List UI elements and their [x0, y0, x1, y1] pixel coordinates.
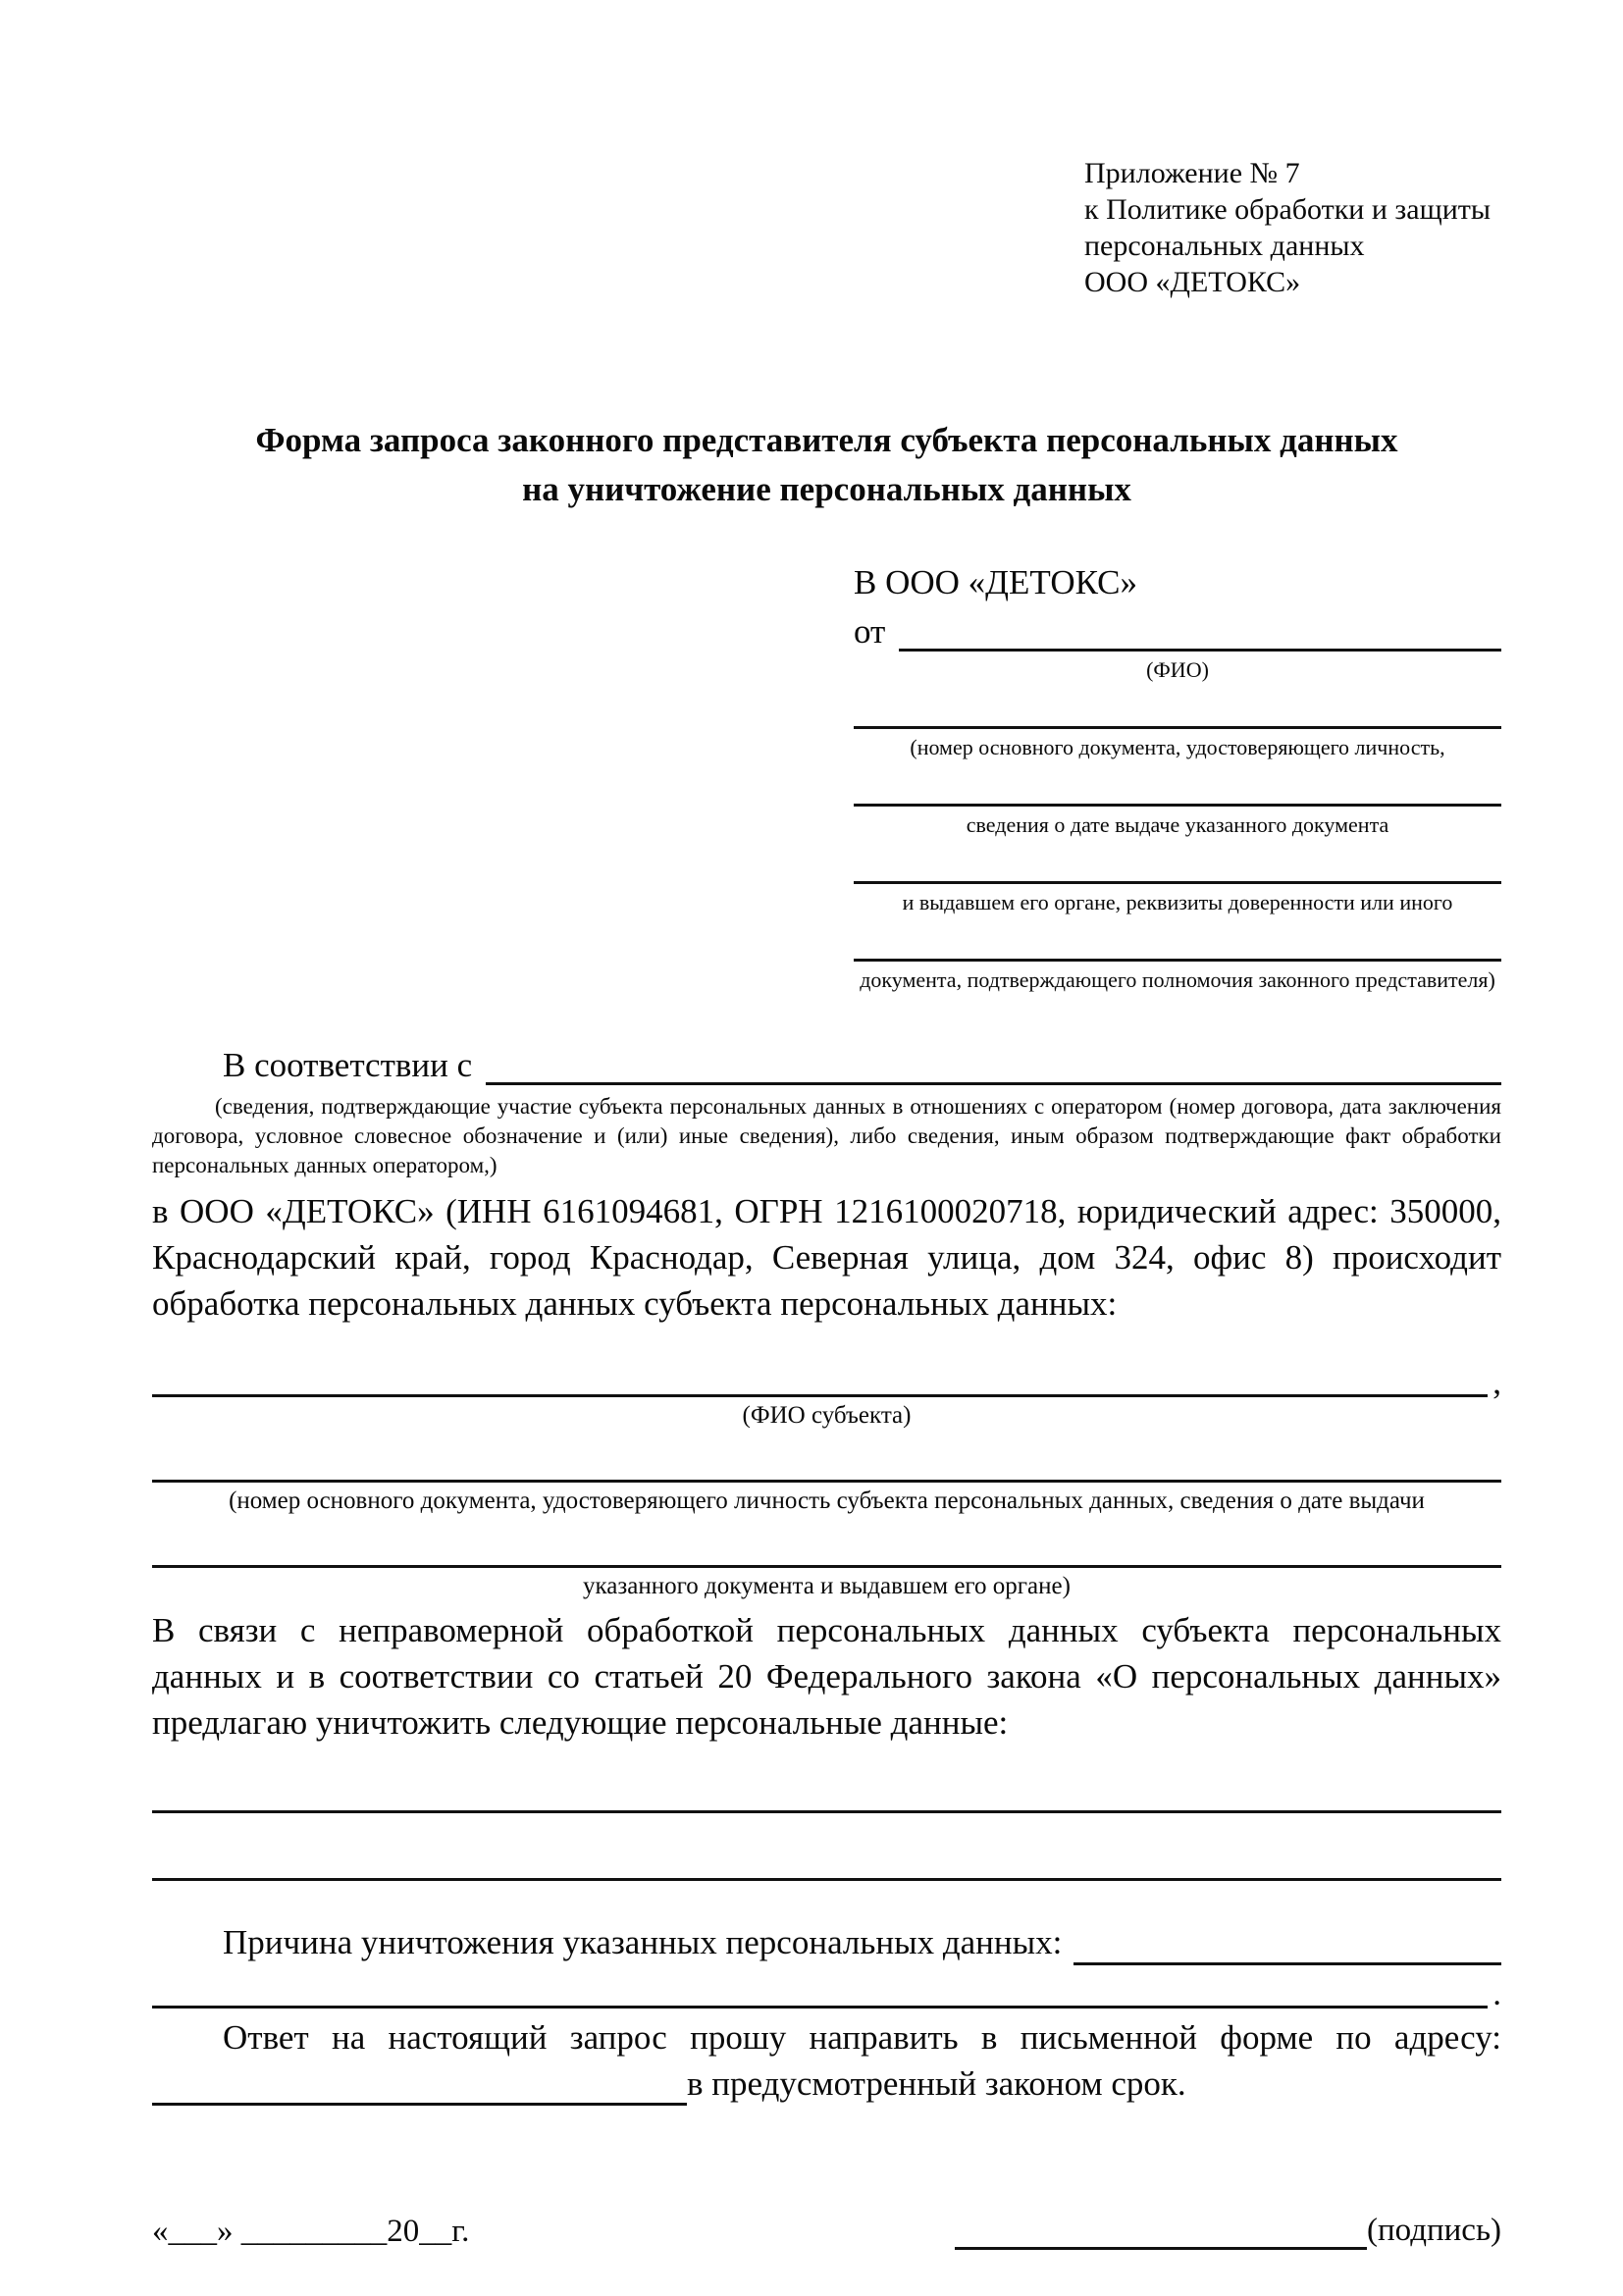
- from-label: от: [854, 612, 886, 651]
- request-paragraph: В связи с неправомерной обработкой персональных данных субъекта персональных данных и в соответствии со статьей 20 Федерального закона «О персональных данных» предлагаю уничтожить следующие персональные данные:: [152, 1611, 1501, 1742]
- from-row: [854, 604, 1501, 652]
- reason-blank-line-1[interactable]: [1073, 1962, 1501, 1965]
- subject-document-caption-2: указанного документа и выдавшем его органе): [583, 1573, 1071, 1599]
- signature-blank-line[interactable]: [955, 2208, 1367, 2250]
- document-title-line1: Форма запроса законного представителя субъекта персональных данных: [255, 421, 1398, 459]
- subject-fio-comma: ,: [1492, 1363, 1501, 1401]
- subject-document-blank-line-2[interactable]: [152, 1514, 1501, 1568]
- subject-document-blank-line-1[interactable]: [152, 1429, 1501, 1483]
- addressee-company: В ООО «ДЕТОКС»: [854, 563, 1137, 601]
- appendix-note-line3: персональных данных: [1084, 230, 1365, 262]
- reason-label: Причина уничтожения указанных персональных данных:: [223, 1923, 1063, 1961]
- operator-paragraph: в ООО «ДЕТОКС» (ИНН 6161094681, ОГРН 1216100020718, юридический адрес: 350000, Краснодарский край, город Краснодар, Северная улица, дом 324, офис 8) происходит обработка персональных данных субъекта персональных данных:: [152, 1192, 1501, 1323]
- signature-caption: (подпись): [1367, 2213, 1501, 2248]
- accordance-blank-line[interactable]: [486, 1082, 1501, 1085]
- data-to-destroy-blank-line-2[interactable]: [152, 1813, 1501, 1881]
- fio-caption: (ФИО): [1146, 657, 1209, 682]
- representative-document-caption-2: сведения о дате выдаче указанного документа: [966, 812, 1389, 837]
- representative-document-blank-line-4[interactable]: [854, 915, 1501, 962]
- subject-fio-caption: (ФИО субъекта): [742, 1402, 912, 1429]
- accordance-row: [152, 1038, 1501, 1085]
- reason-period: .: [1492, 1974, 1501, 2012]
- appendix-note-line1: Приложение № 7: [1084, 157, 1300, 189]
- representative-document-blank-line-2[interactable]: [854, 760, 1501, 807]
- representative-document-caption-3: и выдавшем его органе, реквизиты доверенности или иного: [902, 890, 1453, 914]
- reason-continuation-row: [152, 1965, 1501, 2012]
- date-blank-text[interactable]: «___» _________20__г.: [152, 2214, 470, 2249]
- subject-fio-row: [152, 1350, 1501, 1401]
- document-title: [152, 416, 1501, 514]
- subject-document-caption-1: (номер основного документа, удостоверяющего личность субъекта персональных данных, сведения о дате выдачи: [229, 1487, 1425, 1514]
- representative-name-blank-line[interactable]: [899, 649, 1501, 652]
- data-to-destroy-blank-line-1[interactable]: [152, 1746, 1501, 1813]
- appendix-note-line2: к Политике обработки и защиты: [1084, 193, 1492, 226]
- reason-blank-line-2[interactable]: [152, 2006, 1488, 2009]
- addressee-block: [854, 561, 1501, 993]
- reply-address-row: [152, 2061, 1501, 2106]
- accordance-caption: (сведения, подтверждающие участие субъекта персональных данных в отношениях с оператором (номер договора, дата заключения договора, условное словесное обозначение и (или) иные сведения), либо сведения, иным образом подтверждающие факт обработки персональных данных оператором,): [152, 1094, 1501, 1177]
- representative-document-blank-line-3[interactable]: [854, 838, 1501, 884]
- signature-area: [955, 2208, 1501, 2250]
- appendix-note: [1084, 155, 1501, 300]
- reply-address-blank-line[interactable]: [152, 2103, 687, 2106]
- document-title-line2: на уничтожение персональных данных: [522, 470, 1131, 508]
- representative-document-caption-1: (номер основного документа, удостоверяющего личность,: [910, 735, 1445, 759]
- accordance-label: В соответствии с: [223, 1046, 473, 1084]
- subject-fio-blank-line[interactable]: [152, 1394, 1488, 1397]
- reply-term-text: в предусмотренный законом срок.: [687, 2064, 1186, 2103]
- representative-document-caption-4: документа, подтверждающего полномочия законного представителя): [860, 967, 1495, 992]
- signature-footer: [152, 2208, 1501, 2250]
- representative-document-blank-line-1[interactable]: [854, 683, 1501, 729]
- reply-request-line: Ответ на настоящий запрос прошу направить в письменной форме по адресу:: [223, 2018, 1501, 2057]
- appendix-note-line4: ООО «ДЕТОКС»: [1084, 266, 1301, 298]
- reason-row: [152, 1916, 1501, 1965]
